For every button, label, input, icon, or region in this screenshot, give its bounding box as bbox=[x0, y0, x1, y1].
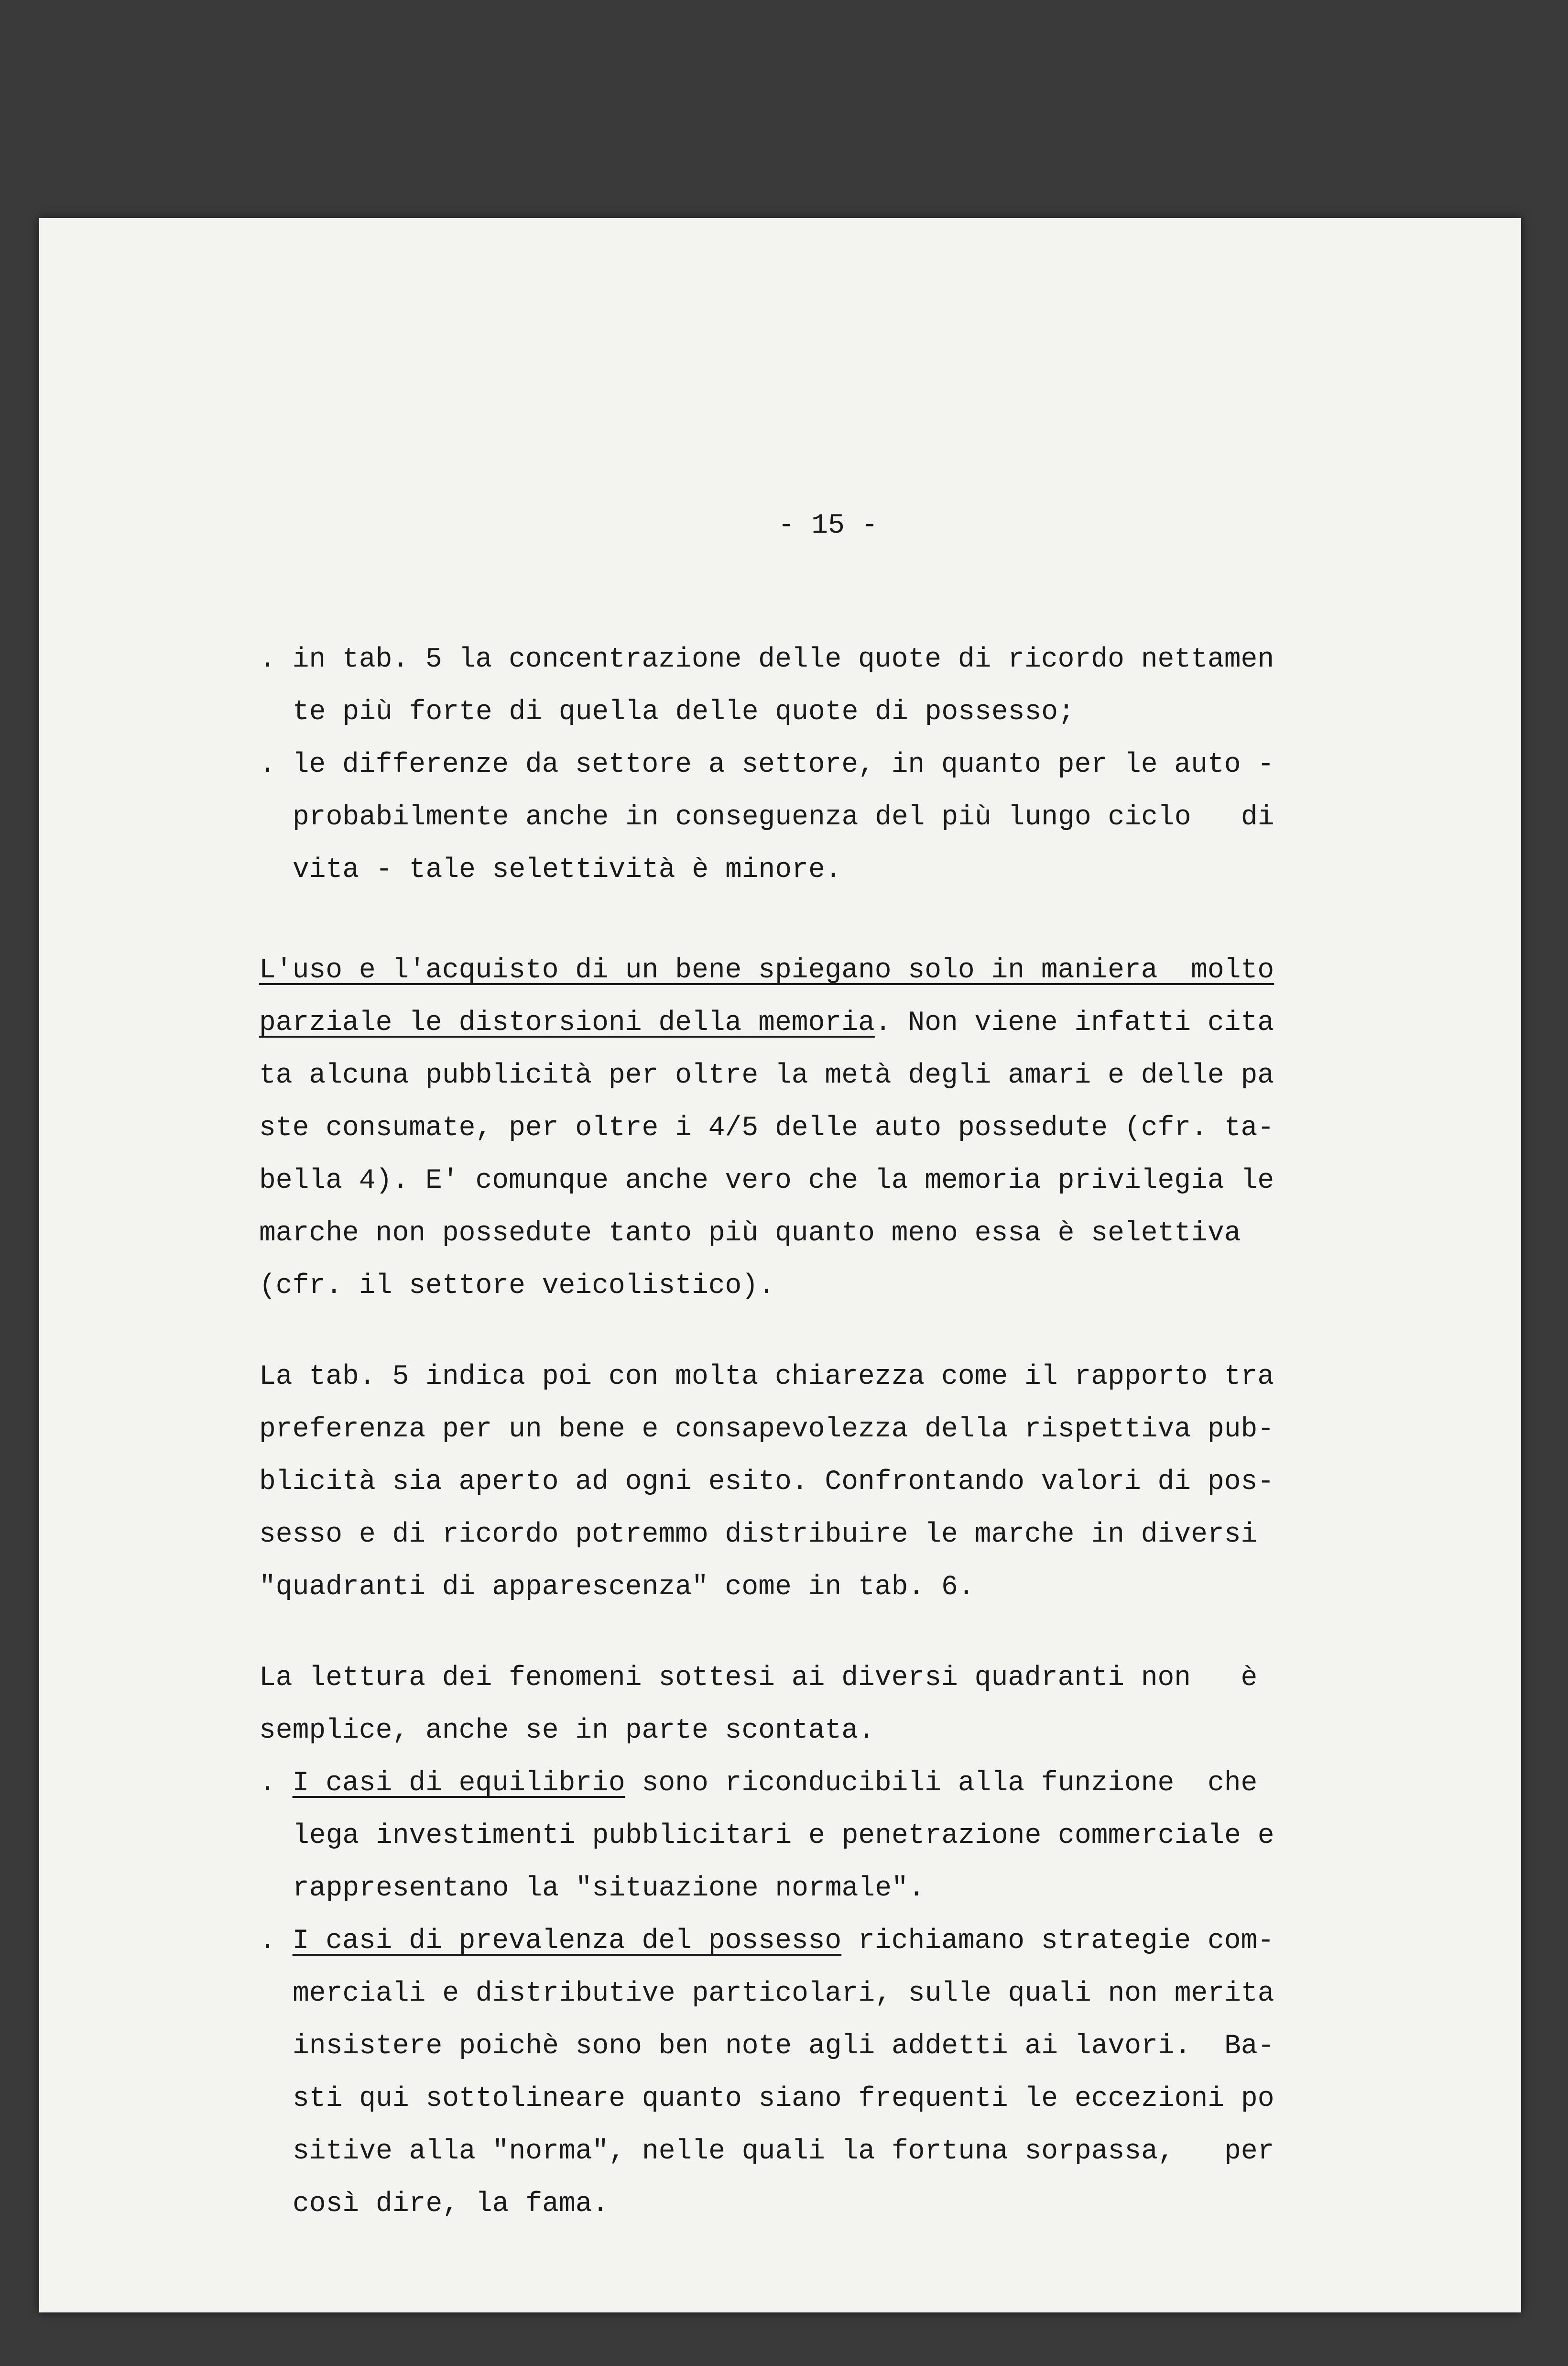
text-segment: . in tab. 5 la concentrazione delle quote di ricordo nettamen bbox=[259, 644, 1274, 675]
text-line bbox=[259, 1260, 775, 1312]
text-line bbox=[259, 1404, 1274, 1456]
text-segment: lega investimenti pubblicitari e penetrazione commerciale e bbox=[293, 1820, 1274, 1851]
underlined-text: L'uso e l'acquisto di un bene spiegano solo in maniera molto bbox=[259, 955, 1274, 986]
text-line bbox=[259, 1208, 1241, 1260]
text-segment: te più forte di quella delle quote di possesso; bbox=[293, 697, 1075, 728]
text-segment: preferenza per un bene e consapevolezza della rispettiva pub- bbox=[259, 1414, 1274, 1445]
text-segment: insistere poichè sono ben note agli addetti ai lavori. Ba- bbox=[293, 2031, 1274, 2062]
text-line bbox=[259, 1968, 1274, 2020]
text-line bbox=[259, 945, 1274, 997]
page-number: - 15 - bbox=[778, 510, 878, 541]
text-segment: semplice, anche se in parte scontata. bbox=[259, 1715, 875, 1746]
text-line bbox=[259, 1509, 1257, 1561]
text-segment: "quadranti di apparescenza" come in tab. 6. bbox=[259, 1572, 975, 1603]
text-segment: probabilmente anche in conseguenza del più lungo ciclo di bbox=[293, 802, 1274, 833]
text-line bbox=[259, 1103, 1274, 1154]
text-segment: merciali e distributive particolari, sulle quali non merita bbox=[293, 1978, 1274, 2009]
text-segment: richiamano strategie com- bbox=[841, 1926, 1274, 1957]
document-page bbox=[39, 218, 1521, 2312]
underlined-text: I casi di prevalenza del possesso bbox=[292, 1926, 842, 1957]
underlined-text: parziale le distorsioni della memoria bbox=[259, 1008, 875, 1039]
text-line bbox=[259, 1916, 1274, 1967]
text-line bbox=[259, 1351, 1274, 1403]
text-line bbox=[259, 1050, 1274, 1102]
text-segment: rappresentano la "situazione normale". bbox=[293, 1873, 925, 1904]
text-line bbox=[259, 997, 1274, 1049]
text-line bbox=[259, 2073, 1274, 2125]
text-line bbox=[259, 687, 1075, 738]
text-segment: così dire, la fama. bbox=[293, 2189, 609, 2220]
text-line bbox=[259, 2126, 1274, 2178]
text-line bbox=[259, 1653, 1257, 1704]
text-line bbox=[259, 1562, 975, 1613]
text-segment: (cfr. il settore veicolistico). bbox=[259, 1271, 775, 1302]
text-segment: . le differenze da settore a settore, in quanto per le auto - bbox=[259, 749, 1274, 780]
underlined-text: I casi di equilibrio bbox=[292, 1768, 625, 1799]
text-segment: ste consumate, per oltre i 4/5 delle auto possedute (cfr. ta- bbox=[259, 1113, 1274, 1144]
text-line bbox=[259, 1758, 1257, 1809]
text-segment: vita - tale selettività è minore. bbox=[293, 854, 842, 886]
text-line bbox=[259, 1457, 1274, 1508]
text-line bbox=[259, 2021, 1274, 2072]
text-segment: La tab. 5 indica poi con molta chiarezza come il rapporto tra bbox=[259, 1361, 1274, 1392]
text-segment: sti qui sottolineare quanto siano frequenti le eccezioni po bbox=[293, 2083, 1274, 2114]
text-segment: ta alcuna pubblicità per oltre la metà degli amari e delle pa bbox=[259, 1060, 1274, 1091]
text-segment: bella 4). E' comunque anche vero che la memoria privilegia le bbox=[259, 1165, 1274, 1196]
text-line bbox=[259, 844, 842, 896]
text-segment: sitive alla "norma", nelle quali la fortuna sorpassa, per bbox=[293, 2136, 1274, 2167]
text-segment: La lettura dei fenomeni sottesi ai diversi quadranti non è bbox=[259, 1663, 1258, 1694]
text-line bbox=[259, 2179, 609, 2230]
text-line bbox=[259, 739, 1274, 791]
text-segment: marche non possedute tanto più quanto meno essa è selettiva bbox=[259, 1218, 1241, 1249]
text-line bbox=[259, 1155, 1274, 1207]
text-segment: . bbox=[259, 1768, 293, 1799]
text-line bbox=[259, 1810, 1274, 1862]
text-line bbox=[259, 1705, 875, 1757]
text-line bbox=[259, 792, 1274, 843]
text-segment: sono riconducibili alla funzione che bbox=[625, 1768, 1258, 1799]
text-segment: . bbox=[259, 1926, 293, 1957]
text-segment: . Non viene infatti cita bbox=[874, 1008, 1274, 1039]
text-segment: sesso e di ricordo potremmo distribuire le marche in diversi bbox=[259, 1519, 1258, 1550]
text-segment: blicità sia aperto ad ogni esito. Confrontando valori di pos- bbox=[259, 1467, 1274, 1498]
text-line bbox=[259, 634, 1274, 686]
text-line bbox=[259, 1863, 925, 1915]
